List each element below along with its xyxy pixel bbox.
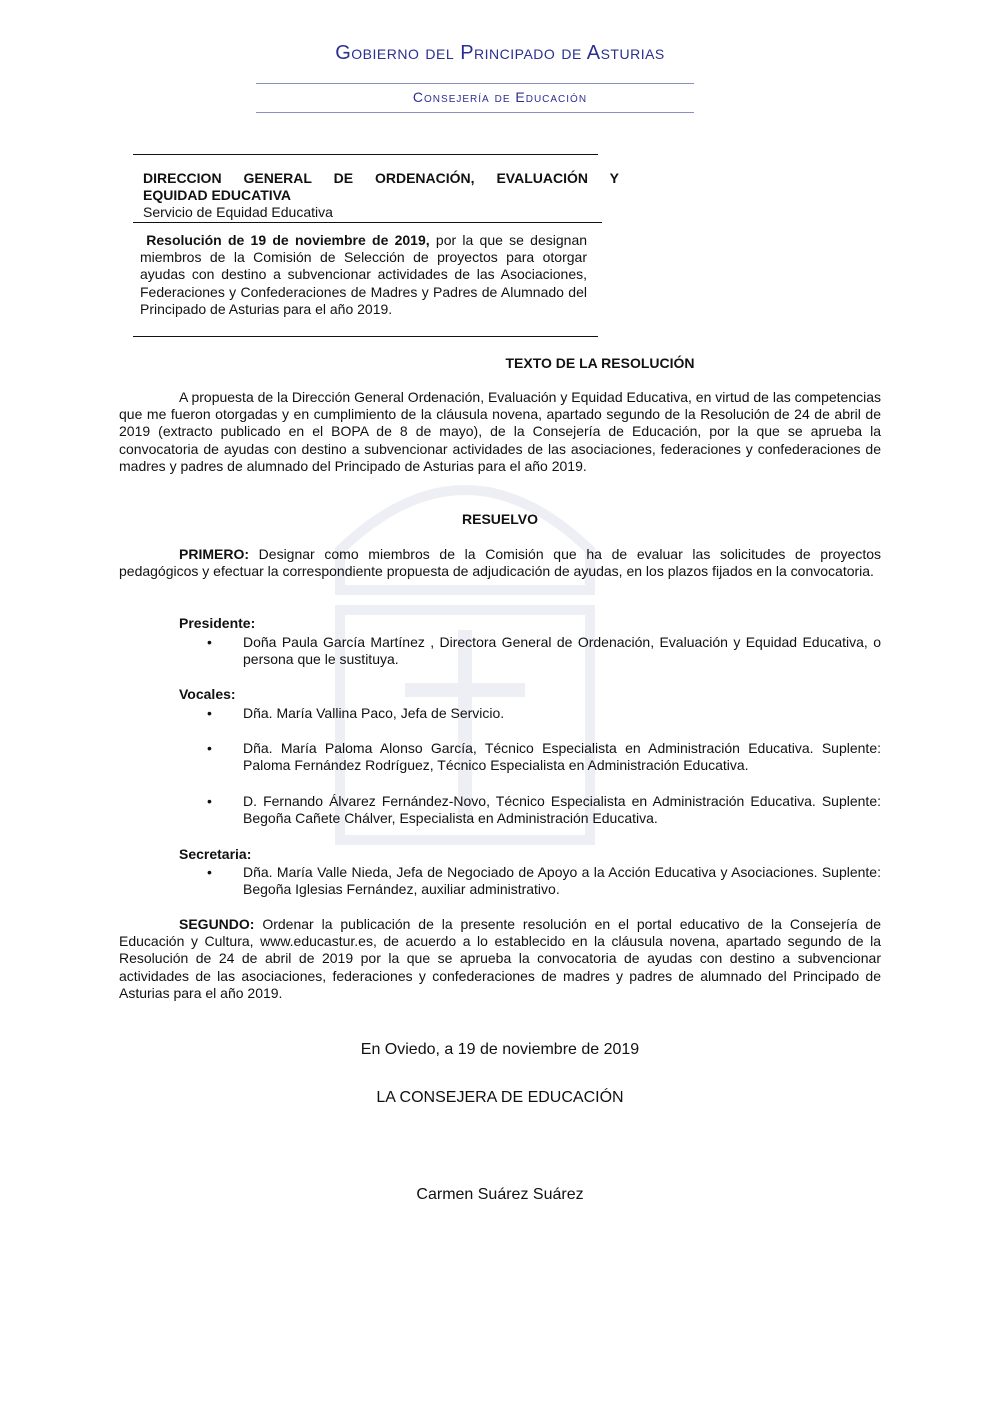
directorate-block — [143, 170, 619, 221]
signatory-role: LA CONSEJERA DE EDUCACIÓN — [376, 1089, 624, 1106]
signatory-name: Carmen Suárez Suárez — [416, 1186, 584, 1203]
list-item — [207, 864, 881, 898]
primero-paragraph — [119, 546, 881, 580]
directorate-title — [143, 170, 619, 204]
list-item — [207, 634, 881, 668]
header-rule-bottom — [256, 112, 694, 113]
segundo-label: SEGUNDO: — [179, 916, 255, 932]
directorate-title-line1: DIRECCION GENERAL DE ORDENACIÓN, EVALUACIÓN Y — [143, 170, 619, 186]
service-name: Servicio de Equidad Educativa — [143, 204, 333, 220]
bullet: • — [207, 864, 212, 880]
bullet: • — [207, 740, 212, 756]
bullet: • — [207, 705, 212, 721]
department-title: Consejería de Educación — [412, 89, 588, 105]
bullet: • — [207, 634, 212, 650]
header-rule-top — [256, 83, 694, 84]
secretaria-label: Secretaria: — [179, 846, 252, 862]
segundo-paragraph — [119, 916, 881, 1002]
secretaria-text: Dña. María Valle Nieda, Jefa de Negociado de Apoyo a la Acción Educativa y Asociaciones. Suplente: Begoña Iglesias Fernández, auxiliar administrativo. — [243, 864, 881, 898]
resolution-summary — [140, 232, 587, 318]
list-item — [207, 740, 881, 774]
resolution-summary-text: por la que se designan miembros de la Comisión de Selección de proyectos para otorgar ayudas con destino a subvencionar actividades de las Asociaciones, Federaciones y Confederaciones de Madres y Padres de Alumnado del Principado de Asturias para el año 2019. — [140, 232, 588, 317]
president-label: Presidente: — [179, 615, 256, 631]
letterhead — [0, 42, 1000, 65]
directorate-title-line2: EQUIDAD EDUCATIVA — [143, 187, 292, 203]
list-item — [207, 793, 881, 827]
president-text: Doña Paula García Martínez , Directora General de Ordenación, Evaluación y Equidad Educativa, o persona que le sustituya. — [243, 634, 881, 668]
divider — [133, 222, 602, 223]
text-heading: TEXTO DE LA RESOLUCIÓN — [505, 355, 695, 371]
place-date: En Oviedo, a 19 de noviembre de 2019 — [360, 1041, 640, 1058]
vocal-text: D. Fernando Álvarez Fernández-Novo, Técnico Especialista en Administración Educativa. Suplente: Begoña Cañete Chálver, Especialista en Administración Educativa. — [243, 793, 881, 827]
vocal-text: Dña. María Vallina Paco, Jefa de Servicio. — [243, 705, 505, 721]
resuelvo-heading: RESUELVO — [462, 511, 538, 527]
primero-label: PRIMERO: — [179, 546, 249, 562]
intro-paragraph — [119, 389, 881, 475]
vocales-label: Vocales: — [179, 686, 236, 702]
primero-text: Designar como miembros de la Comisión que ha de evaluar las solicitudes de proyectos pedagógicos y efectuar la correspondiente propuesta de adjudicación de ayudas, en los plazos fijados en la convocatoria. — [119, 546, 881, 580]
segundo-text: Ordenar la publicación de la presente resolución en el portal educativo de la Consejería de Educación y Cultura, www.educastur.es, de acuerdo a lo establecido en la cláusula novena, apartado segundo de la Resolución de 24 de abril de 2019 por la que se aprueba la convocatoria de ayudas con destino a subvencionar actividades de las asociaciones, federaciones y confederaciones de madres y padres de alumnado del Principado de Asturias para el año 2019. — [119, 916, 881, 1001]
intro-paragraph-text: A propuesta de la Dirección General Ordenación, Evaluación y Equidad Educativa, en virtud de las competencias que me fueron otorgadas y en cumplimiento de la cláusula novena, apartado segundo de la Resolución de 24 de abril de 2019 (extracto publicado en el BOPA de 8 de mayo), de la Consejería de Educación, por la que se aprueba la convocatoria de ayudas con destino a subvencionar actividades de las asociaciones, federaciones y confederaciones de madres y padres de alumnado del Principado de Asturias para el año 2019. — [119, 389, 881, 474]
vocal-text: Dña. María Paloma Alonso García, Técnico Especialista en Administración Educativa. Suplente: Paloma Fernández Rodríguez, Técnico Especialista en Administración Educativa. — [243, 740, 881, 774]
list-item — [207, 705, 881, 722]
resolution-summary-bold: Resolución de 19 de noviembre de 2019, — [146, 232, 430, 248]
divider — [133, 154, 598, 155]
bullet: • — [207, 793, 212, 809]
government-title: Gobierno del Principado de Asturias — [335, 42, 665, 64]
divider — [133, 336, 598, 337]
